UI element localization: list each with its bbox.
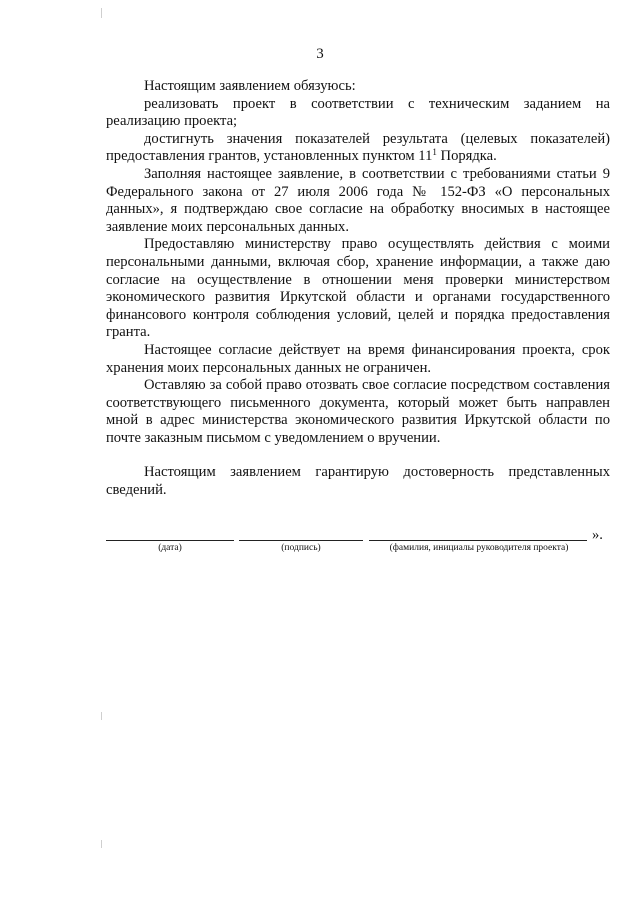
date-line[interactable] [106,540,234,541]
signature-closing: ». [592,527,603,543]
signature-caption: (подпись) [281,543,321,553]
paragraph-obligation-intro: Настоящим заявлением обязуюсь: [144,78,356,94]
paragraph-ministry-rights: Предоставляю министерству право осуществлять действия с моими персональными данными, включая сбор, хранение информации, а также даю согласие на осуществление в отношении меня проверки министерством экономического развития Иркутской области и органами государственного финансового контроля соблюдения условий, целей и порядка предоставления гранта. [106,236,610,341]
date-caption: (дата) [158,543,182,553]
signature-block [106,526,610,566]
name-line[interactable] [369,540,587,541]
indicators-text: достигнуть значения показателей результата (целевых показателей) предоставления грантов, установленных пунктом 11 [106,130,610,165]
paragraph-implement-project: реализовать проект в соответствии с техническим заданием на реализацию проекта; [106,95,610,130]
page-number: 3 [316,46,324,62]
paragraph-revoke-consent: Оставляю за собой право отозвать свое согласие посредством составления соответствующего письменного документа, который может быть направлен мной в адрес министерства экономического развития Иркутской области по почте заказным письмом с уведомлением о вручении. [106,377,610,446]
paragraph-consent-duration: Настоящее согласие действует на время финансирования проекта, срок хранения моих персональных данных не ограничен. [106,341,610,376]
scan-mark [101,8,102,18]
name-caption: (фамилия, инициалы руководителя проекта) [389,543,569,553]
paragraph-reach-indicators [106,131,610,166]
scan-mark [101,840,102,848]
signature-line[interactable] [239,540,363,541]
document-body [106,78,610,500]
indicators-text-end: Порядка. [436,148,497,165]
scan-mark [101,712,102,720]
paragraph-personal-data-consent: Заполняя настоящее заявление, в соответствии с требованиями статьи 9 Федерального закона от 27 июля 2006 года № 152-ФЗ «О персональных данных», я подтверждаю свое согласие на обработку вносимых в настоящее заявление моих персональных данных. [106,165,610,235]
paragraph-guarantee: Настоящим заявлением гарантирую достоверность представленных сведений. [106,464,610,499]
clause-superscript: 1 [432,147,437,158]
